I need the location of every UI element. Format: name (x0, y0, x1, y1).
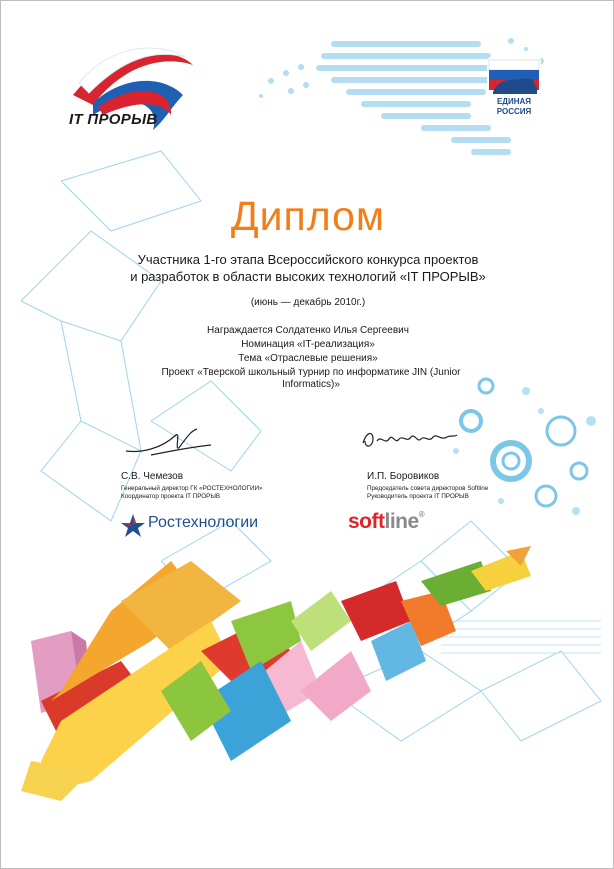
signature-right (359, 425, 459, 455)
softline-logo-mark: ® (418, 510, 425, 519)
softline-logo (348, 510, 424, 534)
edinaya-rossiya-line1: ЕДИНАЯ (496, 97, 532, 106)
signatory-right-role1: Председатель совета директоров Softline (367, 485, 489, 492)
signatory-left-name: С.В. Чемезов (121, 471, 184, 482)
softline-logo-line: line (384, 510, 419, 533)
edinaya-rossiya-line2: РОССИЯ (496, 107, 532, 116)
signatory-right-role2: Руководитель проекта IT ПРОРЫВ (367, 493, 469, 500)
nomination: Номинация «IT-реализация» (241, 339, 375, 350)
signature-left (121, 421, 216, 461)
it-proryv-logo-text: IT ПРОРЫВ (69, 111, 158, 128)
rostechnologii-logo-text: Ростехнологии (148, 514, 259, 531)
subtitle-line2: и разработок в области высоких технологий «IT ПРОРЫВ» (130, 269, 486, 284)
softline-logo-soft: soft (348, 510, 385, 533)
signatory-right-name: И.П. Боровиков (367, 471, 440, 482)
russian-flag-wave-icon (53, 35, 203, 145)
diploma-title: Диплом (230, 193, 386, 239)
rostech-star-icon (120, 513, 146, 539)
project: Проект «Тверской школьный турнир по информатике JIN (Junior Informatics)» (161, 367, 461, 390)
signatory-left-role2: Координатор проекта IT ПРОРЫВ (121, 493, 221, 500)
contest-dates: (июнь — декабрь 2010г.) (250, 297, 366, 308)
subtitle-line1: Участника 1-го этапа Всероссийского конкурса проектов (137, 252, 479, 267)
theme: Тема «Отраслевые решения» (238, 353, 378, 364)
awarded-name: Награждается Солдатенко Илья Сергеевич (207, 325, 409, 336)
signatory-left-role1: Генеральный директор ГК «РОСТЕХНОЛОГИИ» (121, 485, 263, 492)
